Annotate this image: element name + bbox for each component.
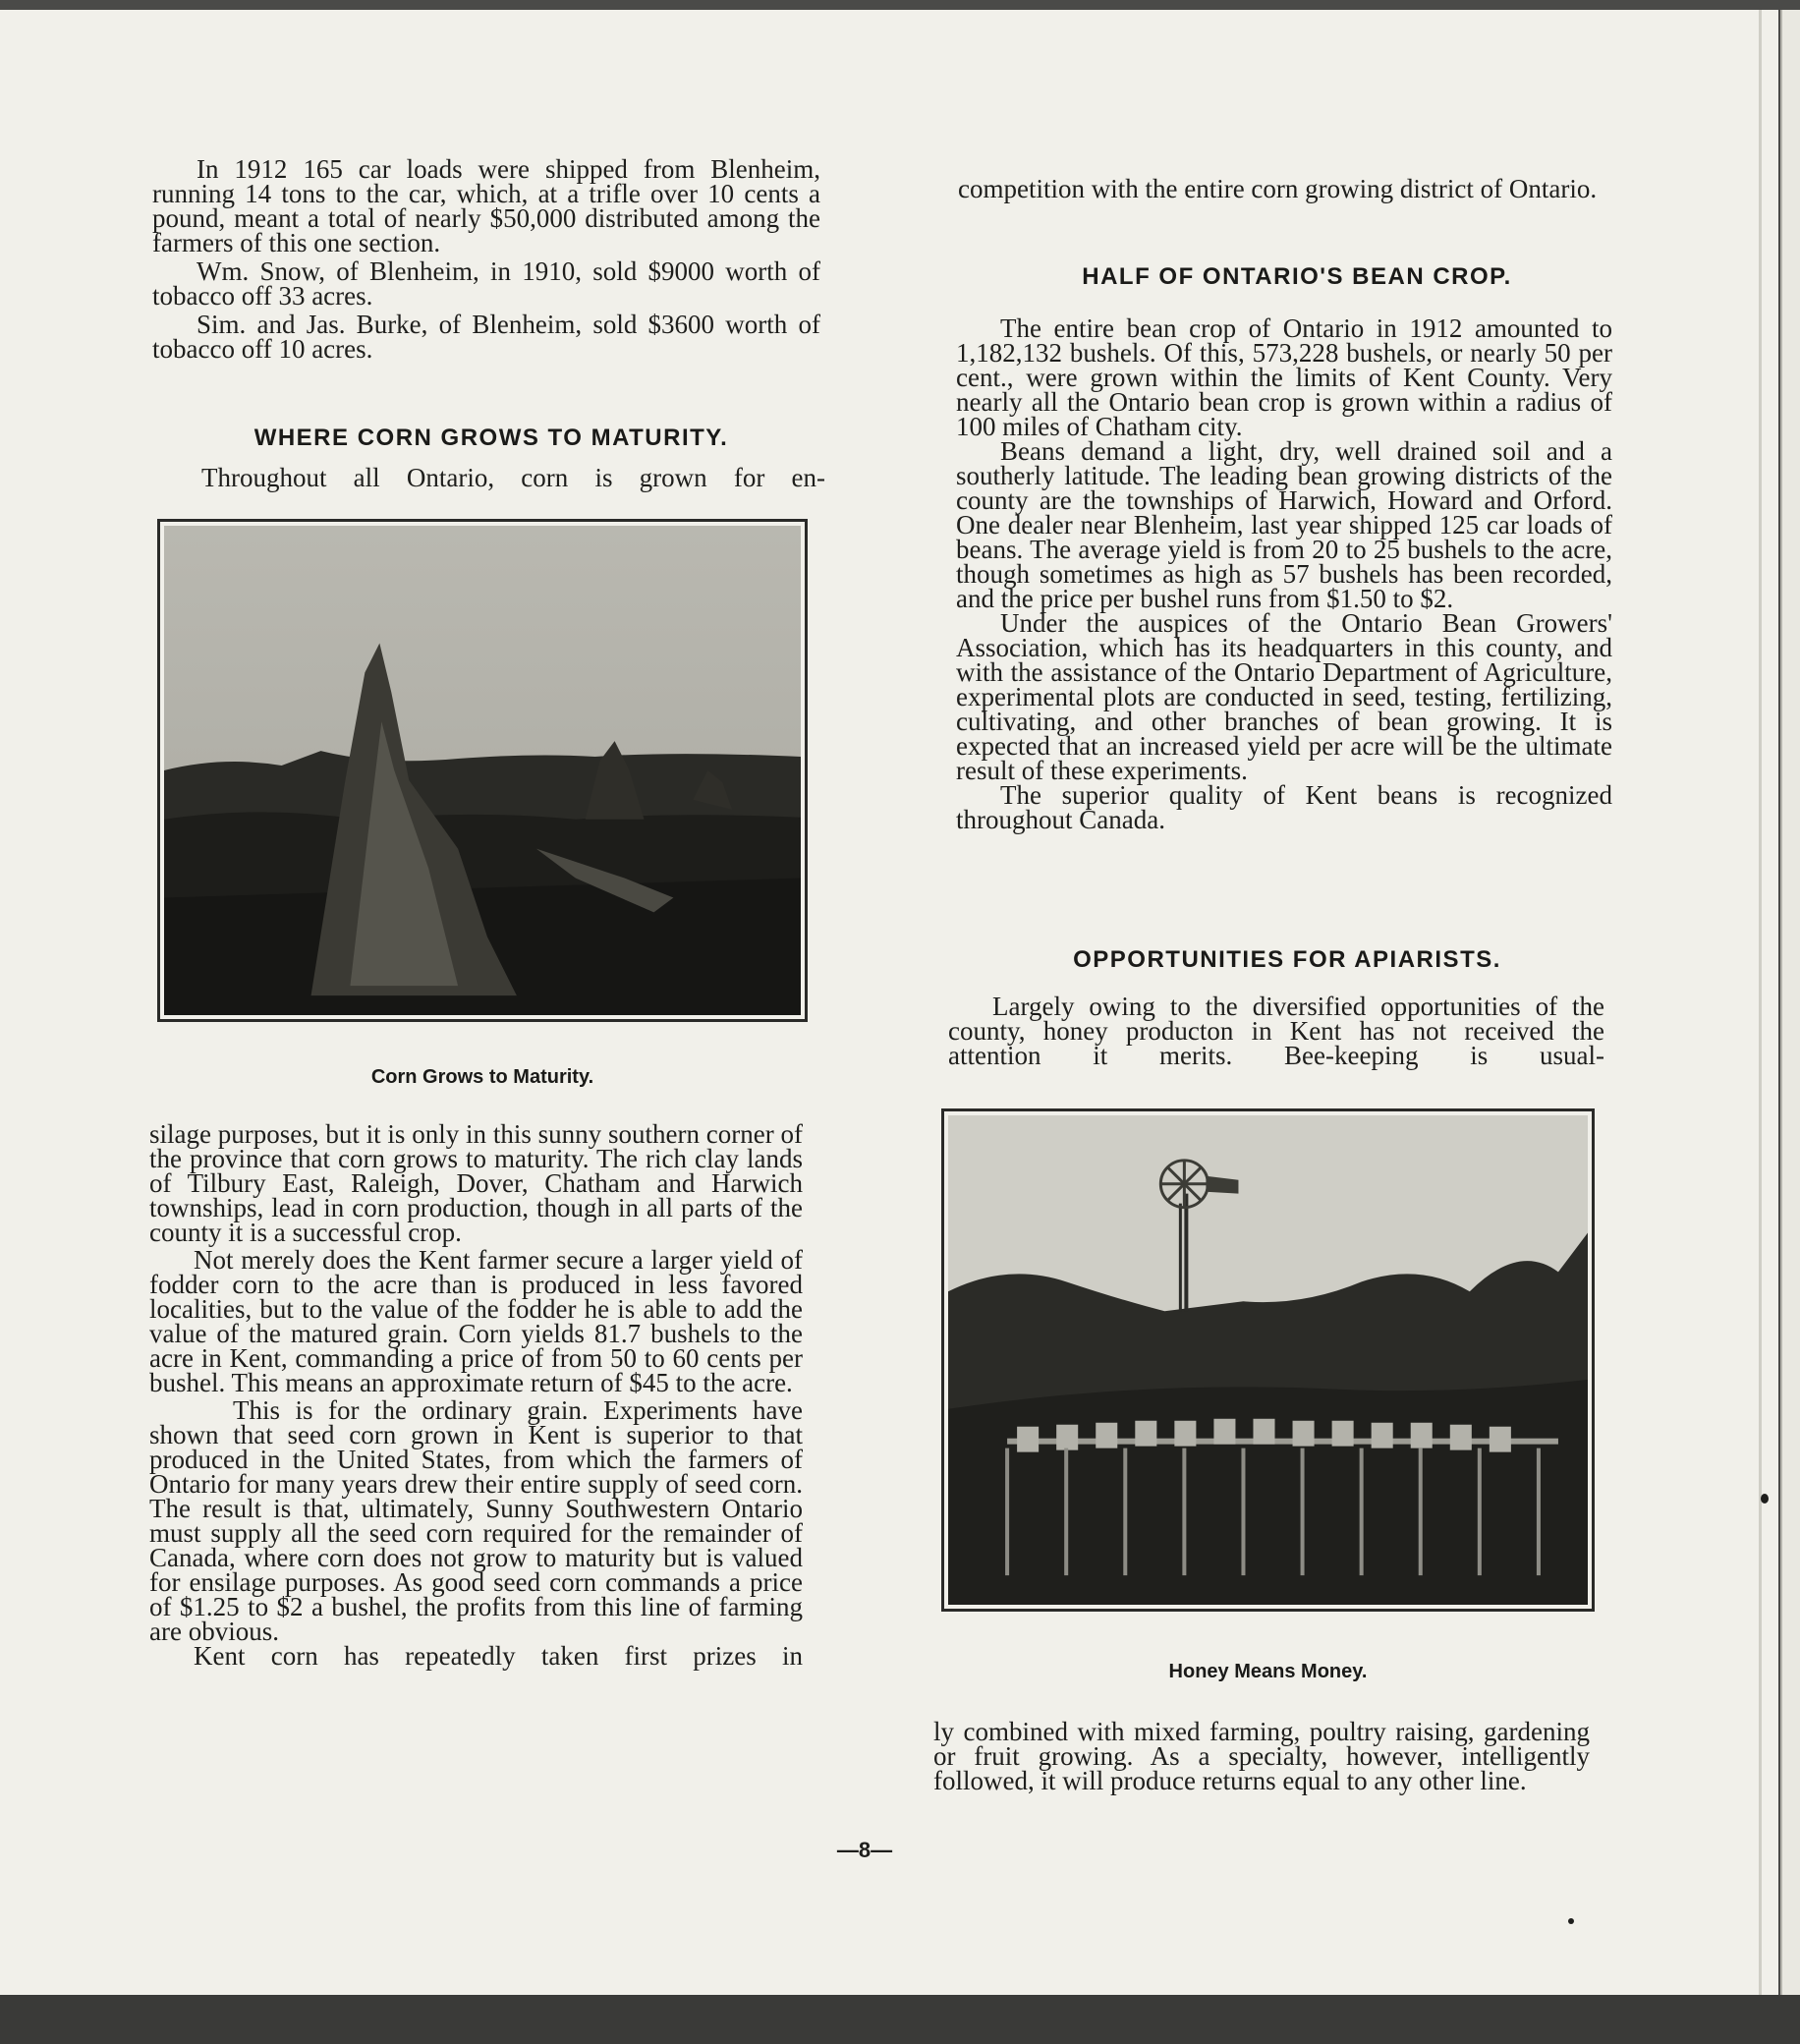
right-column-continuation (958, 174, 1631, 203)
paragraph-corn-lead: Throughout all Ontario, corn is grown for en- (201, 463, 825, 492)
paragraph-tobacco-shipments: In 1912 165 car loads were shipped from Blenheim, running 14 tons to the car, which, at a trifle over 10 cents a pound, meant a total of nearly $50,000 distributed among the farmers of this one section. (152, 154, 820, 257)
paragraph-bean-soil: Beans demand a light, dry, well drained soil and a southerly latitude. The leading bean growing districts of the county are the townships of Harwich, Howard and Orford. One dealer near Blenheim, last year shipped 125 car loads of beans. The average yield is from 20 to 25 bushels to the acre, though sometimes as high as 57 bushels has been recorded, and the price per bushel runs from $1.50 to $2. (956, 436, 1612, 613)
right-column-apiarist-lead (948, 994, 1604, 1068)
heading-apiarists: OPPORTUNITIES FOR APIARISTS. (1073, 946, 1501, 973)
left-column-lead (157, 463, 825, 492)
paragraph-apiarist-end: ly combined with mixed farming, poultry raising, gardening or fruit growing. As a specialty, however, intelligently followed, it will produce returns equal to any other line. (933, 1717, 1590, 1795)
left-column-body (149, 1119, 803, 1671)
left-column-intro (152, 154, 820, 364)
scan-bottom-band (0, 1995, 1800, 2044)
right-column-beans (956, 313, 1612, 834)
heading-bean-crop: HALF OF ONTARIO'S BEAN CROP. (1082, 263, 1512, 290)
page-number: —8— (836, 1838, 893, 1862)
page-edge (1780, 10, 1800, 1995)
scan-speck (1761, 1494, 1769, 1504)
paragraph-apiarist-lead: Largely owing to the diversified opportunities of the county, honey producton in Kent has not received the attention it merits. Bee-keeping is usual- (948, 992, 1604, 1070)
scan-speck (1568, 1918, 1574, 1924)
paragraph-silage: silage purposes, but it is only in this sunny southern corner of the province that corn grows to maturity. The rich clay lands of Tilbury East, Raleigh, Dover, Chatham and Harwich townships, lead in corn production, though in all parts of the county it is a successful crop. (149, 1119, 803, 1247)
paragraph-kent-farmer: Not merely does the Kent farmer secure a larger yield of fodder corn to the acre than is produced in less favored localities, but to the value of the fodder he is able to add the value of the matured grain. Corn yields 81.7 bushels to the acre in Kent, commanding a price of from 50 to 60 cents per bushel. This means an approximate return of $45 to the acre. (149, 1245, 803, 1397)
caption-corn-photo: Corn Grows to Maturity. (370, 1066, 594, 1088)
paragraph-burke: Sim. and Jas. Burke, of Blenheim, sold $3600 worth of tobacco off 10 acres. (152, 310, 820, 364)
honey-photo (941, 1108, 1595, 1612)
paragraph-seed-corn: This is for the ordinary grain. Experiments have shown that seed corn grown in Kent is superior to that produced in the United States, from which the farmers of Ontario for many years drew their entire supply of seed corn. The result is that, ultimately, Sunny Southwestern Ontario must supply all the seed corn required for the remainder of Canada, where corn does not grow to maturity but is valued for ensilage purposes. As good seed corn commands a price of $1.25 to $2 a bushel, the profits from this line of farming are obvious. (149, 1395, 803, 1646)
paragraph-kent-corn-prizes: Kent corn has repeatedly taken first prizes in (194, 1641, 803, 1671)
corn-field-image (164, 526, 801, 1015)
page-fold-line (1759, 10, 1762, 1995)
paragraph-bean-crop: The entire bean crop of Ontario in 1912 amounted to 1,182,132 bushels. Of this, 573,228 bushels, or nearly 50 per cent., were grown within the limits of Kent County. Very nearly all the Ontario bean crop is grown within a radius of 100 miles of Chatham city. (956, 313, 1612, 441)
corn-photo (157, 519, 808, 1022)
paragraph-wm-snow: Wm. Snow, of Blenheim, in 1910, sold $9000 worth of tobacco off 33 acres. (152, 256, 820, 311)
caption-honey-photo: Honey Means Money. (1168, 1661, 1368, 1682)
paragraph-bean-association: Under the auspices of the Ontario Bean Growers' Association, which has its headquarters in this county, and with the assistance of the Ontario Department of Agriculture, experimental plots are conducted in seed, testing, fertilizing, cultivating, and other branches of bean growing. It is expected that an increased yield per acre will be the ultimate result of these experiments. (956, 608, 1612, 785)
paragraph-competition: competition with the entire corn growing district of Ontario. (958, 174, 1598, 203)
paragraph-bean-quality: The superior quality of Kent beans is recognized throughout Canada. (956, 780, 1612, 834)
right-column-apiarist-end (933, 1717, 1590, 1795)
apiary-windmill-image (948, 1115, 1588, 1605)
heading-corn-maturity: WHERE CORN GROWS TO MATURITY. (253, 425, 729, 451)
